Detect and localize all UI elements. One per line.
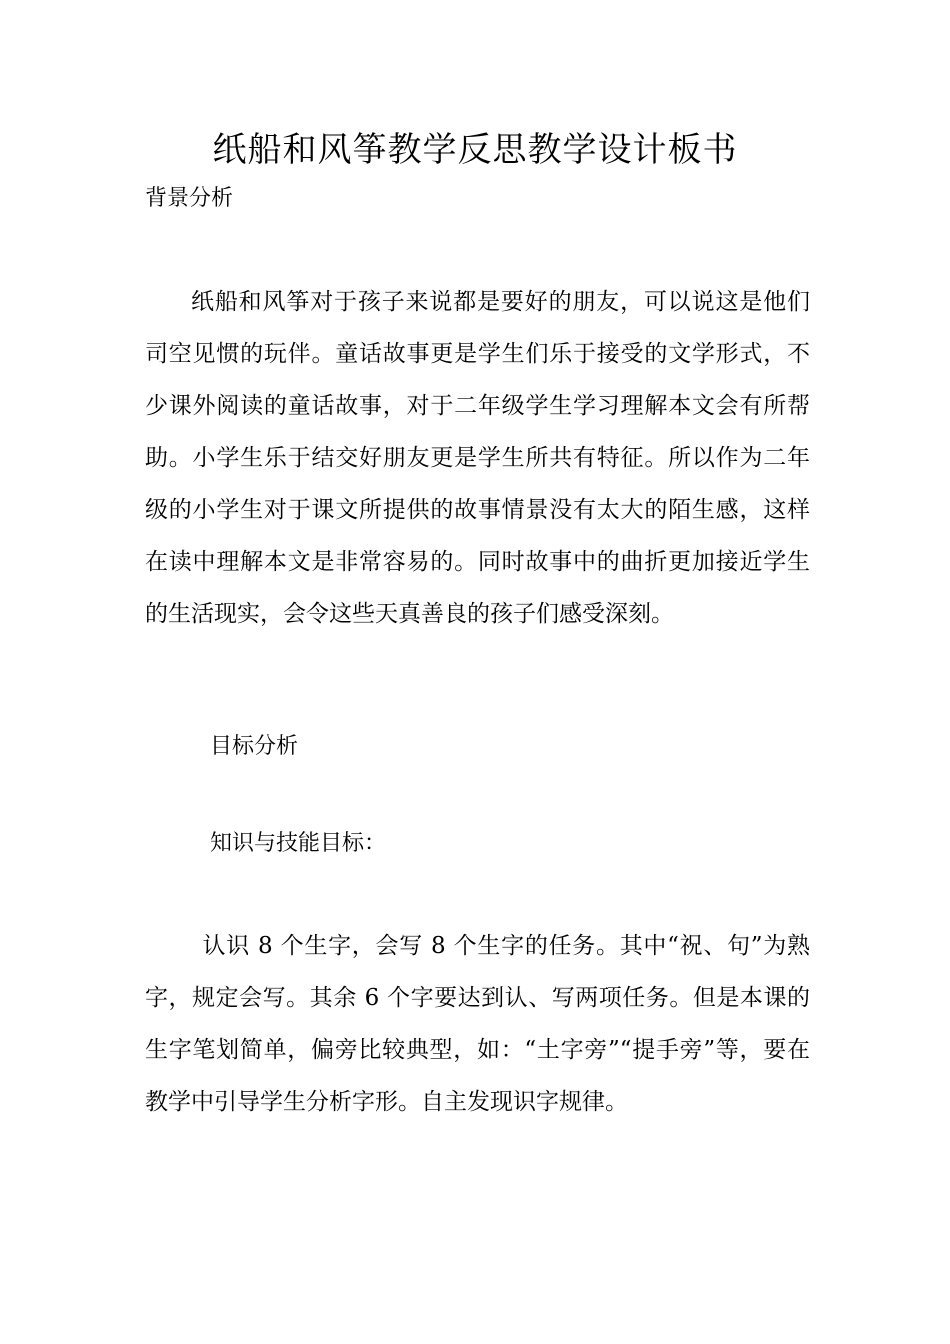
skill-paragraph: 认识 8 个生字，会写 8 个生字的任务。其中“祝、句”为熟字，规定会写。其余 6 个字要达到认、写两项任务。但是本课的生字笔划简单，偏旁比较典型，如：“土字旁”“提手旁”等，要在教学中引导学生分析字形。自主发现识字规律。 xyxy=(145,933,810,1115)
target-heading: 目标分析 xyxy=(210,734,299,759)
background-paragraph: 纸船和风筝对于孩子来说都是要好的朋友，可以说这是他们司空见惯的玩伴。童话故事更是学生们乐于接受的文学形式，不少课外阅读的童话故事，对于二年级学生学习理解本文会有所帮助。小学生乐于结交好朋友更是学生所共有特征。所以作为二年级的小学生对于课文所提供的故事情景没有太大的陌生感，这样在读中理解本文是非常容易的。同时故事中的曲折更加接近学生的生活现实，会令这些天真善良的孩子们感受深刻。 xyxy=(145,289,810,627)
skill-heading: 知识与技能目标： xyxy=(210,831,387,856)
document-title: 纸船和风筝教学反思教学设计板书 xyxy=(212,130,738,170)
background-heading: 背景分析 xyxy=(145,186,234,211)
